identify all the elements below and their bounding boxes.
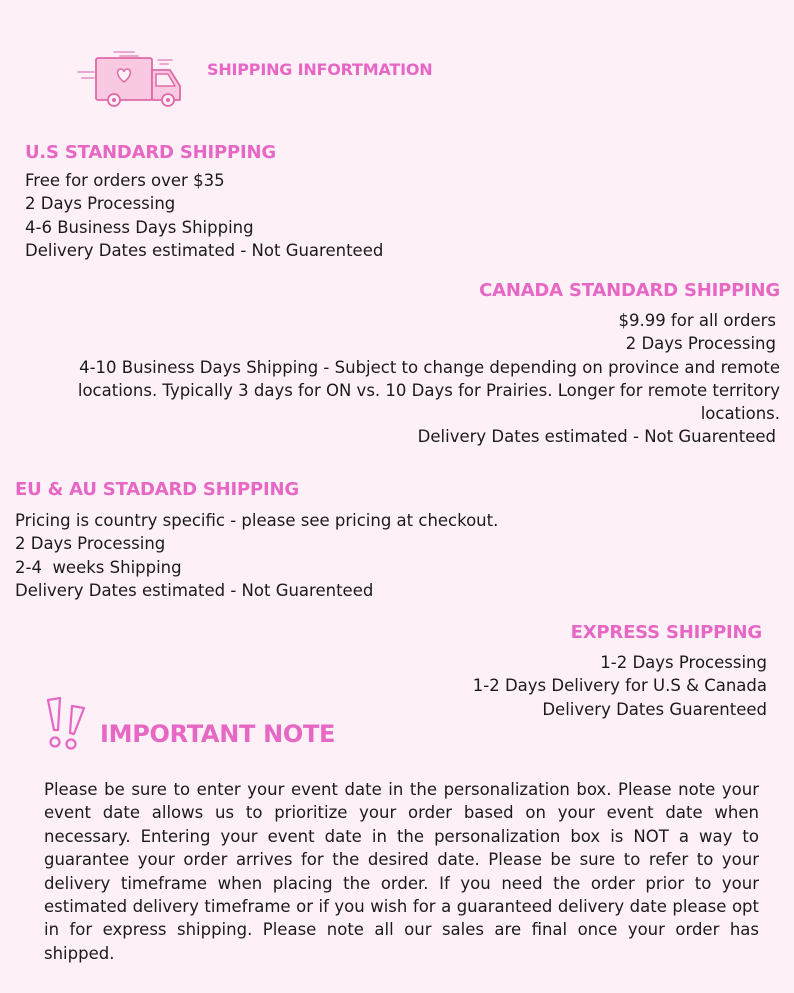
us-shipping-title: U.S STANDARD SHIPPING — [25, 142, 276, 163]
important-note-text: Please be sure to enter your event date in the personalization box. Please note your event date allows us to prioritize your order based on your event date when necessary. Entering your event date in the personalization box is NOT a way to guarantee your order arrives for the desired date. Please be sure to refer to your delivery timeframe when placing the order. If you need the order prior to your estimated delivery timeframe or if you wish for a guaranteed delivery date please opt in for express shipping. Please note all our sales are final once your order has shipped. — [44, 780, 759, 963]
express-shipping-line: 1-2 Days Delivery for U.S & Canada — [472, 676, 767, 696]
express-shipping-section — [347, 622, 767, 721]
us-shipping-line: Free for orders over $35 — [25, 171, 225, 190]
eu-au-shipping-line: Delivery Dates estimated - Not Guarenteed — [15, 580, 374, 600]
express-shipping-line: 1-2 Days Processing — [600, 653, 767, 672]
canada-shipping-section — [40, 280, 780, 449]
canada-shipping-line: Delivery Dates estimated - Not Guarenteed — [417, 427, 776, 447]
express-shipping-title: EXPRESS SHIPPING — [570, 622, 762, 643]
important-note-title: IMPORTANT NOTE — [100, 720, 336, 748]
eu-au-shipping-line: 2-4 weeks Shipping — [15, 557, 182, 577]
page-title: SHIPPING INFORTMATION — [207, 60, 433, 79]
delivery-truck-heart-icon — [76, 46, 186, 110]
canada-shipping-line: $9.99 for all orders — [618, 311, 776, 330]
canada-shipping-line: 2 Days Processing — [625, 334, 776, 354]
us-shipping-line: Delivery Dates estimated - Not Guarenteed — [25, 240, 384, 260]
canada-shipping-line: 4-10 Business Days Shipping - Subject to change depending on province and remote locations. Typically 3 days for ON vs. 10 Days for Prairies. Longer for remote territory locations. — [77, 357, 780, 424]
us-shipping-line: 4-6 Business Days Shipping — [25, 217, 254, 237]
us-shipping-section — [25, 142, 383, 262]
eu-au-shipping-line: Pricing is country specific - please see pricing at checkout. — [15, 511, 499, 530]
express-shipping-line: Delivery Dates Guarenteed — [542, 699, 767, 719]
canada-shipping-title: CANADA STANDARD SHIPPING — [479, 280, 780, 301]
eu-au-shipping-line: 2 Days Processing — [15, 534, 166, 554]
exclamation-icon — [42, 694, 90, 756]
us-shipping-line: 2 Days Processing — [25, 194, 176, 214]
eu-au-shipping-section — [15, 479, 498, 602]
eu-au-shipping-title: EU & AU STADARD SHIPPING — [15, 479, 299, 500]
